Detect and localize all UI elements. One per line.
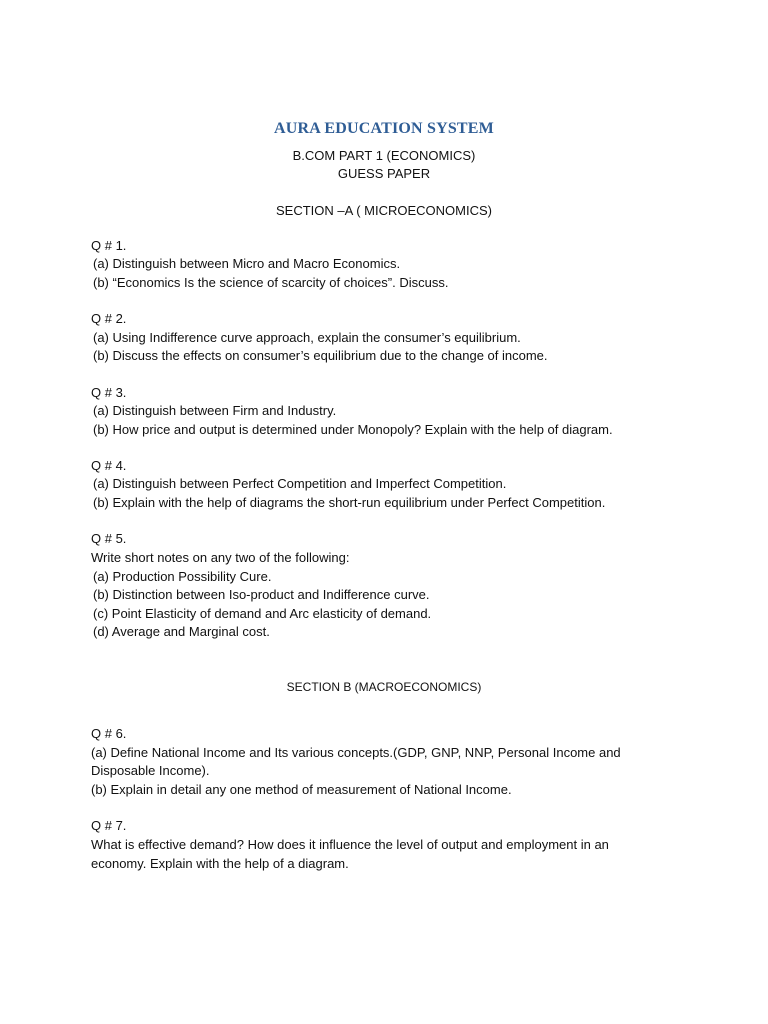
question-3-part-b: (b) How price and output is determined under Monopoly? Explain with the help of diagram.: [93, 422, 613, 437]
question-6-part-a-line-1: (a) Define National Income and Its various concepts.(GDP, GNP, NNP, Personal Income and: [91, 745, 621, 760]
question-4-label: Q # 4.: [91, 458, 127, 473]
question-5-part-b: (b) Distinction between Iso-product and Indifference curve.: [93, 587, 430, 602]
question-1-part-b: (b) “Economics Is the science of scarcity of choices”. Discuss.: [93, 275, 449, 290]
question-3-label: Q # 3.: [91, 385, 127, 400]
question-1-label: Q # 1.: [91, 238, 127, 253]
question-7-label: Q # 7.: [91, 818, 127, 833]
question-2-part-b: (b) Discuss the effects on consumer’s equilibrium due to the change of income.: [93, 348, 548, 363]
question-5-intro: Write short notes on any two of the following:: [91, 550, 350, 565]
question-4-part-a: (a) Distinguish between Perfect Competition and Imperfect Competition.: [93, 476, 507, 491]
question-7-line-1: What is effective demand? How does it influence the level of output and employment in an: [91, 837, 609, 852]
document-title: AURA EDUCATION SYSTEM: [274, 120, 494, 137]
question-2-label: Q # 2.: [91, 311, 127, 326]
section-b-heading: SECTION B (MACROECONOMICS): [286, 680, 482, 694]
question-2-part-a: (a) Using Indifference curve approach, explain the consumer’s equilibrium.: [93, 330, 521, 345]
question-7-line-2: economy. Explain with the help of a diagram.: [91, 856, 349, 871]
question-6-part-b: (b) Explain in detail any one method of measurement of National Income.: [91, 782, 512, 797]
question-4-part-b: (b) Explain with the help of diagrams the short-run equilibrium under Perfect Competition.: [93, 495, 606, 510]
paper-subtitle: GUESS PAPER: [337, 166, 431, 181]
course-subtitle: B.COM PART 1 (ECONOMICS): [292, 148, 476, 163]
question-6-part-a-line-2: Disposable Income).: [91, 763, 210, 778]
question-3-part-a: (a) Distinguish between Firm and Industry.: [93, 403, 337, 418]
question-1-part-a: (a) Distinguish between Micro and Macro Economics.: [93, 256, 401, 271]
section-a-heading: SECTION –A ( MICROECONOMICS): [276, 203, 492, 218]
question-5-part-c: (c) Point Elasticity of demand and Arc elasticity of demand.: [93, 606, 432, 621]
question-6-label: Q # 6.: [91, 726, 127, 741]
question-5-part-a: (a) Production Possibility Cure.: [93, 569, 272, 584]
question-5-part-d: (d) Average and Marginal cost.: [93, 624, 270, 639]
question-5-label: Q # 5.: [91, 531, 127, 546]
